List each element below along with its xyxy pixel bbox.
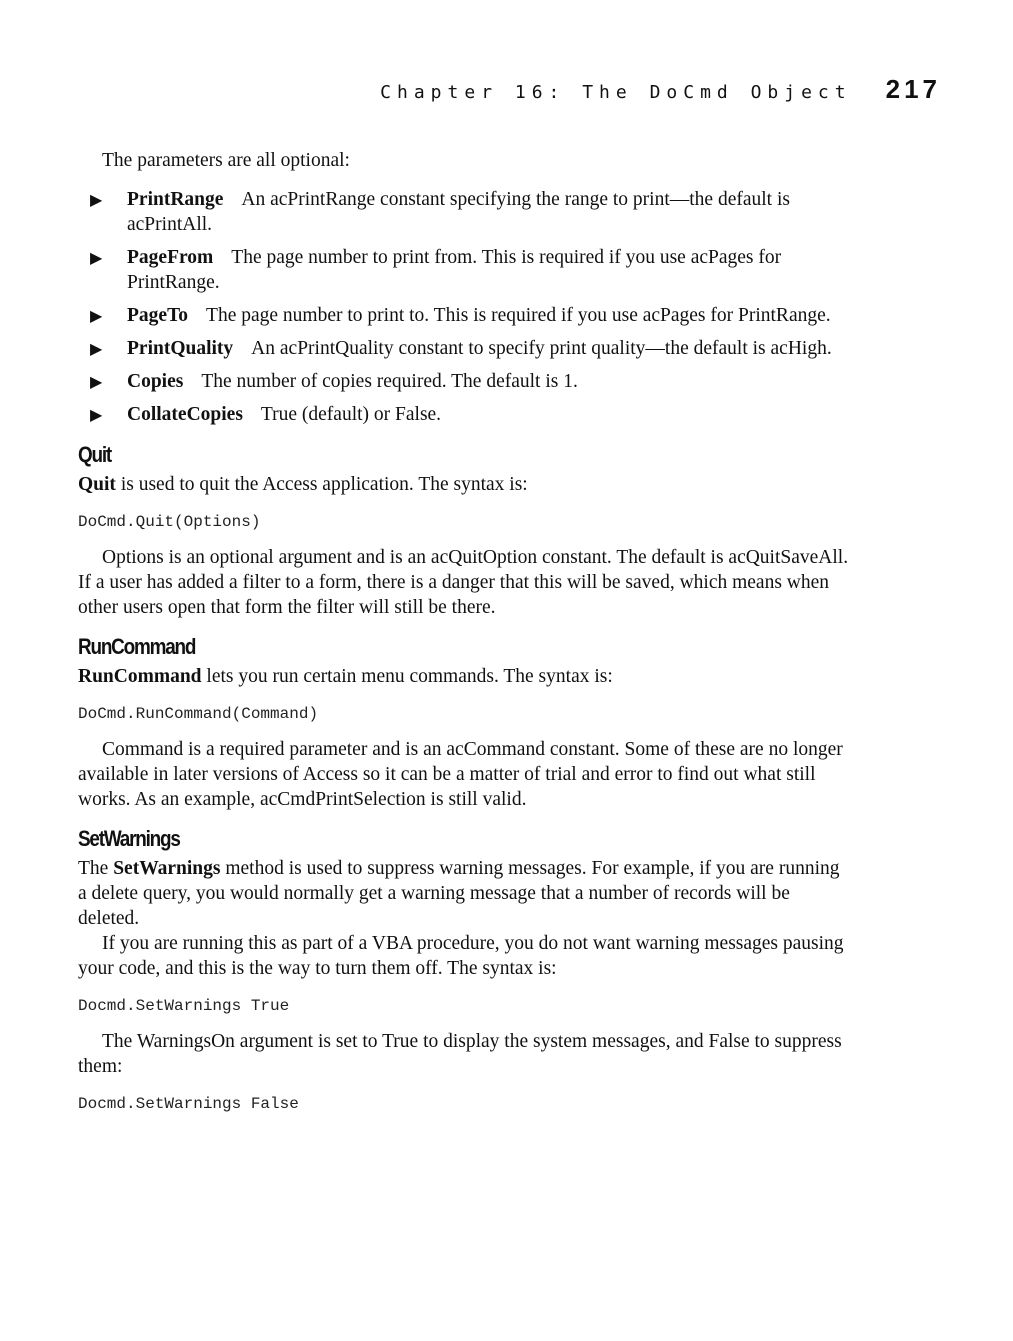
list-item bbox=[78, 369, 853, 394]
parameter-term: PageFrom bbox=[127, 247, 214, 268]
quit-options-paragraph: Options is an optional argument and is an acQuitOption constant. The default is acQuitSaveAll. If a user has added a filter to a form, there is a danger that this will be saved, which means when other users open that form the filter will still be there. bbox=[78, 547, 849, 618]
intro-paragraph: The parameters are all optional: bbox=[102, 150, 350, 171]
quit-heading: Quit bbox=[78, 442, 112, 467]
list-item bbox=[78, 187, 853, 237]
setwarnings-argument-paragraph: The WarningsOn argument is set to True to display the system messages, and False to suppress them: bbox=[78, 1031, 842, 1077]
parameter-term: PrintRange bbox=[127, 189, 224, 210]
parameter-list bbox=[78, 187, 853, 427]
quit-code-sample: DoCmd.Quit(Options) bbox=[78, 513, 261, 531]
runcommand-command-paragraph: Command is a required parameter and is an acCommand constant. Some of these are no longer available in later versions of Access so it can be a matter of trial and error to find out what still works. As an example, acCmdPrintSelection is still valid. bbox=[78, 739, 843, 810]
quit-lead-paragraph bbox=[78, 472, 853, 497]
setwarnings-vba-paragraph: If you are running this as part of a VBA procedure, you do not want warning messages pausing your code, and this is the way to turn them off. The syntax is: bbox=[78, 933, 844, 979]
parameter-term: Copies bbox=[127, 371, 184, 392]
quit-lead-text: is used to quit the Access application. The syntax is: bbox=[115, 474, 528, 495]
parameter-description: True (default) or False. bbox=[260, 404, 442, 425]
list-item bbox=[78, 245, 853, 295]
bullet-arrow-icon: ▶ bbox=[90, 306, 103, 325]
bullet-arrow-icon: ▶ bbox=[90, 339, 103, 358]
parameter-description: The number of copies required. The default is 1. bbox=[201, 371, 578, 392]
parameter-description: An acPrintQuality constant to specify print quality—the default is acHigh. bbox=[251, 338, 832, 359]
page-body bbox=[78, 148, 853, 1127]
chapter-title: Chapter 16: The DoCmd Object bbox=[380, 82, 852, 103]
runcommand-code-sample: DoCmd.RunCommand(Command) bbox=[78, 705, 319, 723]
bullet-arrow-icon: ▶ bbox=[90, 190, 103, 209]
parameter-term: PrintQuality bbox=[127, 338, 234, 359]
runcommand-heading: RunCommand bbox=[78, 634, 196, 659]
parameter-term: CollateCopies bbox=[127, 404, 243, 425]
bullet-arrow-icon: ▶ bbox=[90, 372, 103, 391]
list-item bbox=[78, 402, 853, 427]
quit-keyword: Quit bbox=[78, 474, 116, 495]
page-number: 217 bbox=[885, 74, 941, 104]
list-item bbox=[78, 303, 853, 328]
quit-section bbox=[78, 440, 853, 620]
parameter-description: The page number to print to. This is required if you use acPages for PrintRange. bbox=[206, 305, 831, 326]
parameter-description: The page number to print from. This is required if you use acPages for PrintRange. bbox=[127, 247, 782, 293]
setwarnings-lead-text: method is used to suppress warning messages. For example, if you are running a delete query, you would normally get a warning message that a number of records will be deleted. bbox=[78, 858, 840, 929]
setwarnings-true-code-sample: Docmd.SetWarnings True bbox=[78, 997, 290, 1015]
running-header bbox=[380, 74, 941, 105]
runcommand-lead-paragraph bbox=[78, 664, 853, 689]
runcommand-section bbox=[78, 632, 853, 812]
bullet-arrow-icon: ▶ bbox=[90, 248, 103, 267]
runcommand-keyword: RunCommand bbox=[78, 666, 202, 687]
parameter-term: PageTo bbox=[127, 305, 189, 326]
setwarnings-false-code-sample: Docmd.SetWarnings False bbox=[78, 1095, 299, 1113]
runcommand-lead-text: lets you run certain menu commands. The syntax is: bbox=[201, 666, 613, 687]
setwarnings-section bbox=[78, 824, 853, 1114]
bullet-arrow-icon: ▶ bbox=[90, 405, 103, 424]
setwarnings-heading: SetWarnings bbox=[78, 826, 180, 851]
parameter-description: An acPrintRange constant specifying the range to print—the default is acPrintAll. bbox=[127, 189, 790, 235]
setwarnings-keyword: SetWarnings bbox=[113, 858, 221, 879]
setwarnings-lead-pre: The bbox=[78, 858, 114, 879]
list-item bbox=[78, 336, 853, 361]
setwarnings-lead-paragraph bbox=[78, 856, 853, 931]
